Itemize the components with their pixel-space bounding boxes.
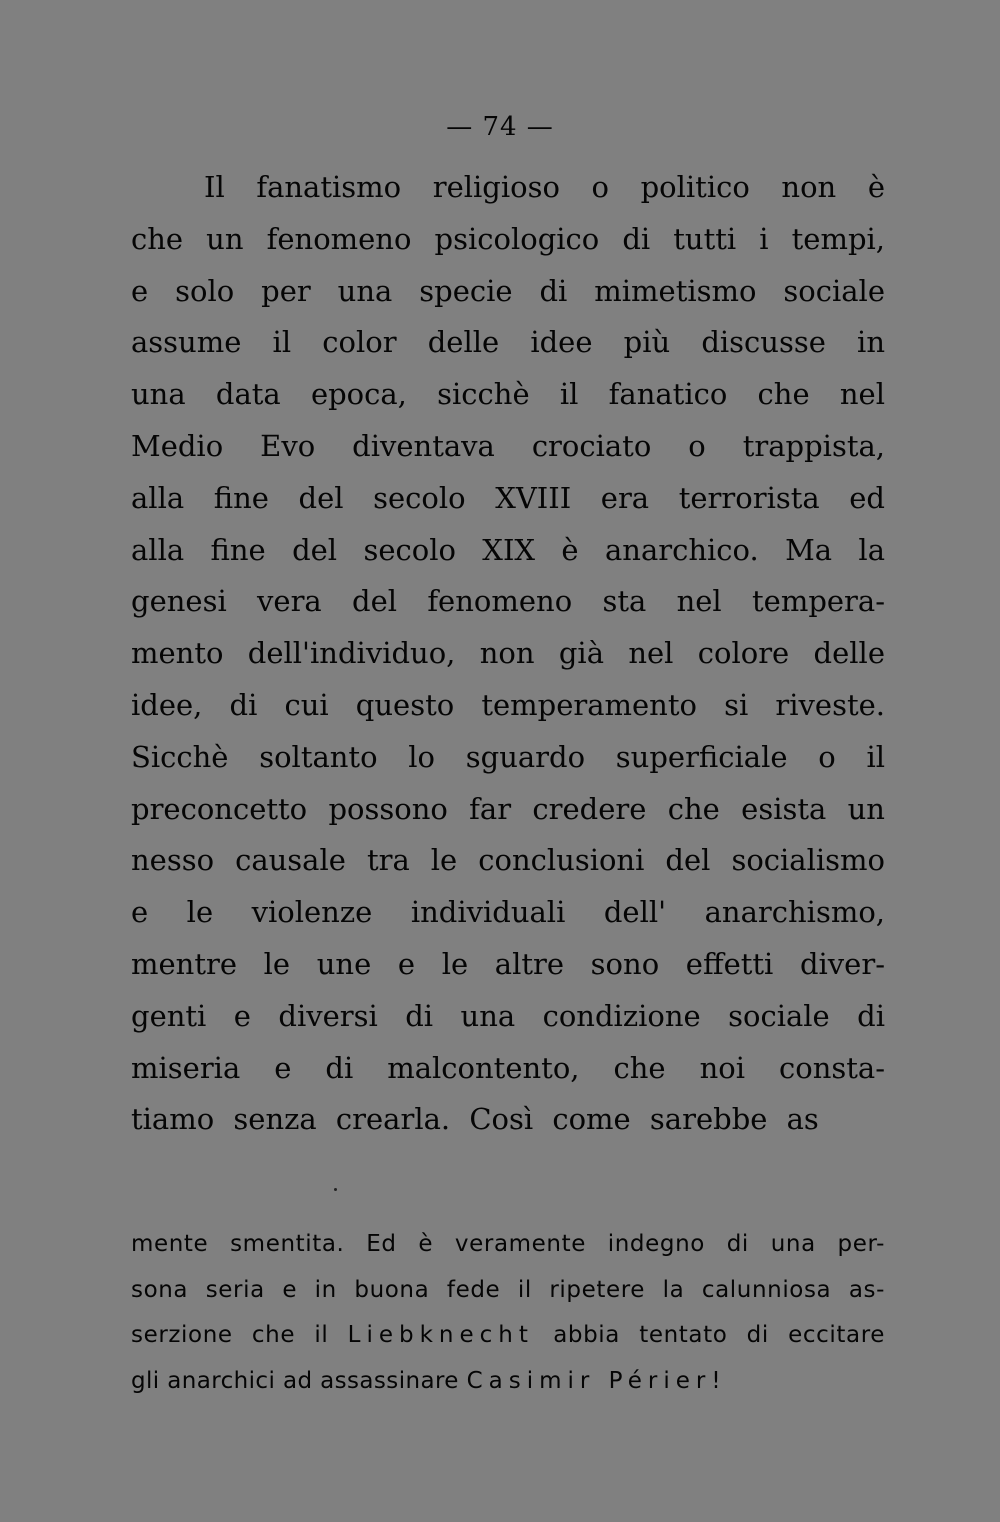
text-line: preconcetto possono far credere che esista un: [131, 791, 885, 826]
main-text: [131, 162, 885, 1146]
text-line: idee, di cui questo temperamento si riveste.: [131, 687, 885, 722]
text-line: mentre le une e le altre sono effetti diver-: [131, 946, 885, 981]
text-line: genesi vera del fenomeno sta nel tempera-: [131, 584, 885, 619]
footnote-line: [131, 1313, 885, 1359]
text-line: Medio Evo diventava crociato o trappista,: [131, 428, 885, 463]
footnote-line: mente smentita. Ed è veramente indegno di una per-: [131, 1231, 885, 1257]
text-line: tiamo senza crearla. Così come sarebbe as: [131, 1102, 819, 1137]
person-name: Casimir Périer: [466, 1367, 712, 1394]
text-line: nesso causale tra le conclusioni del socialismo: [131, 843, 885, 878]
text-line: una data epoca, sicchè il fanatico che nel: [131, 377, 885, 412]
text-line: alla fine del secolo XIX è anarchico. Ma la: [131, 532, 885, 567]
text-line: e le violenze individuali dell' anarchismo,: [131, 895, 885, 930]
text-line: mento dell'individuo, non già nel colore delle: [131, 636, 885, 671]
page-number: — 74 —: [446, 112, 554, 142]
text-line: assume il color delle idee più discusse in: [131, 325, 885, 360]
text-line: miseria e di malcontento, che noi consta-: [131, 1050, 885, 1085]
person-name: Liebknecht: [347, 1322, 534, 1348]
footnote-text: !: [711, 1367, 721, 1394]
separator-dot: [334, 1188, 337, 1191]
text-line: e solo per una specie di mimetismo sociale: [131, 273, 885, 308]
text-line: alla fine del secolo XVIII era terrorista ed: [131, 480, 885, 515]
text-line: Sicchè soltanto lo sguardo superficiale o il: [131, 739, 885, 774]
footnote-text: gli anarchici ad assassinare: [131, 1367, 467, 1394]
text-line: genti e diversi di una condizione sociale di: [131, 998, 885, 1033]
footnote: [131, 1222, 885, 1404]
footnote-line: sona seria e in buona fede il ripetere la calunniosa as-: [131, 1276, 885, 1303]
text-line: che un fenomeno psicologico di tutti i tempi,: [131, 221, 885, 256]
footnote-line: [131, 1359, 885, 1405]
footnote-text: serzione che il: [131, 1322, 348, 1348]
footnote-text: abbia tentato di eccitare: [533, 1322, 885, 1348]
text-line: Il fanatismo religioso o politico non è: [204, 170, 885, 204]
